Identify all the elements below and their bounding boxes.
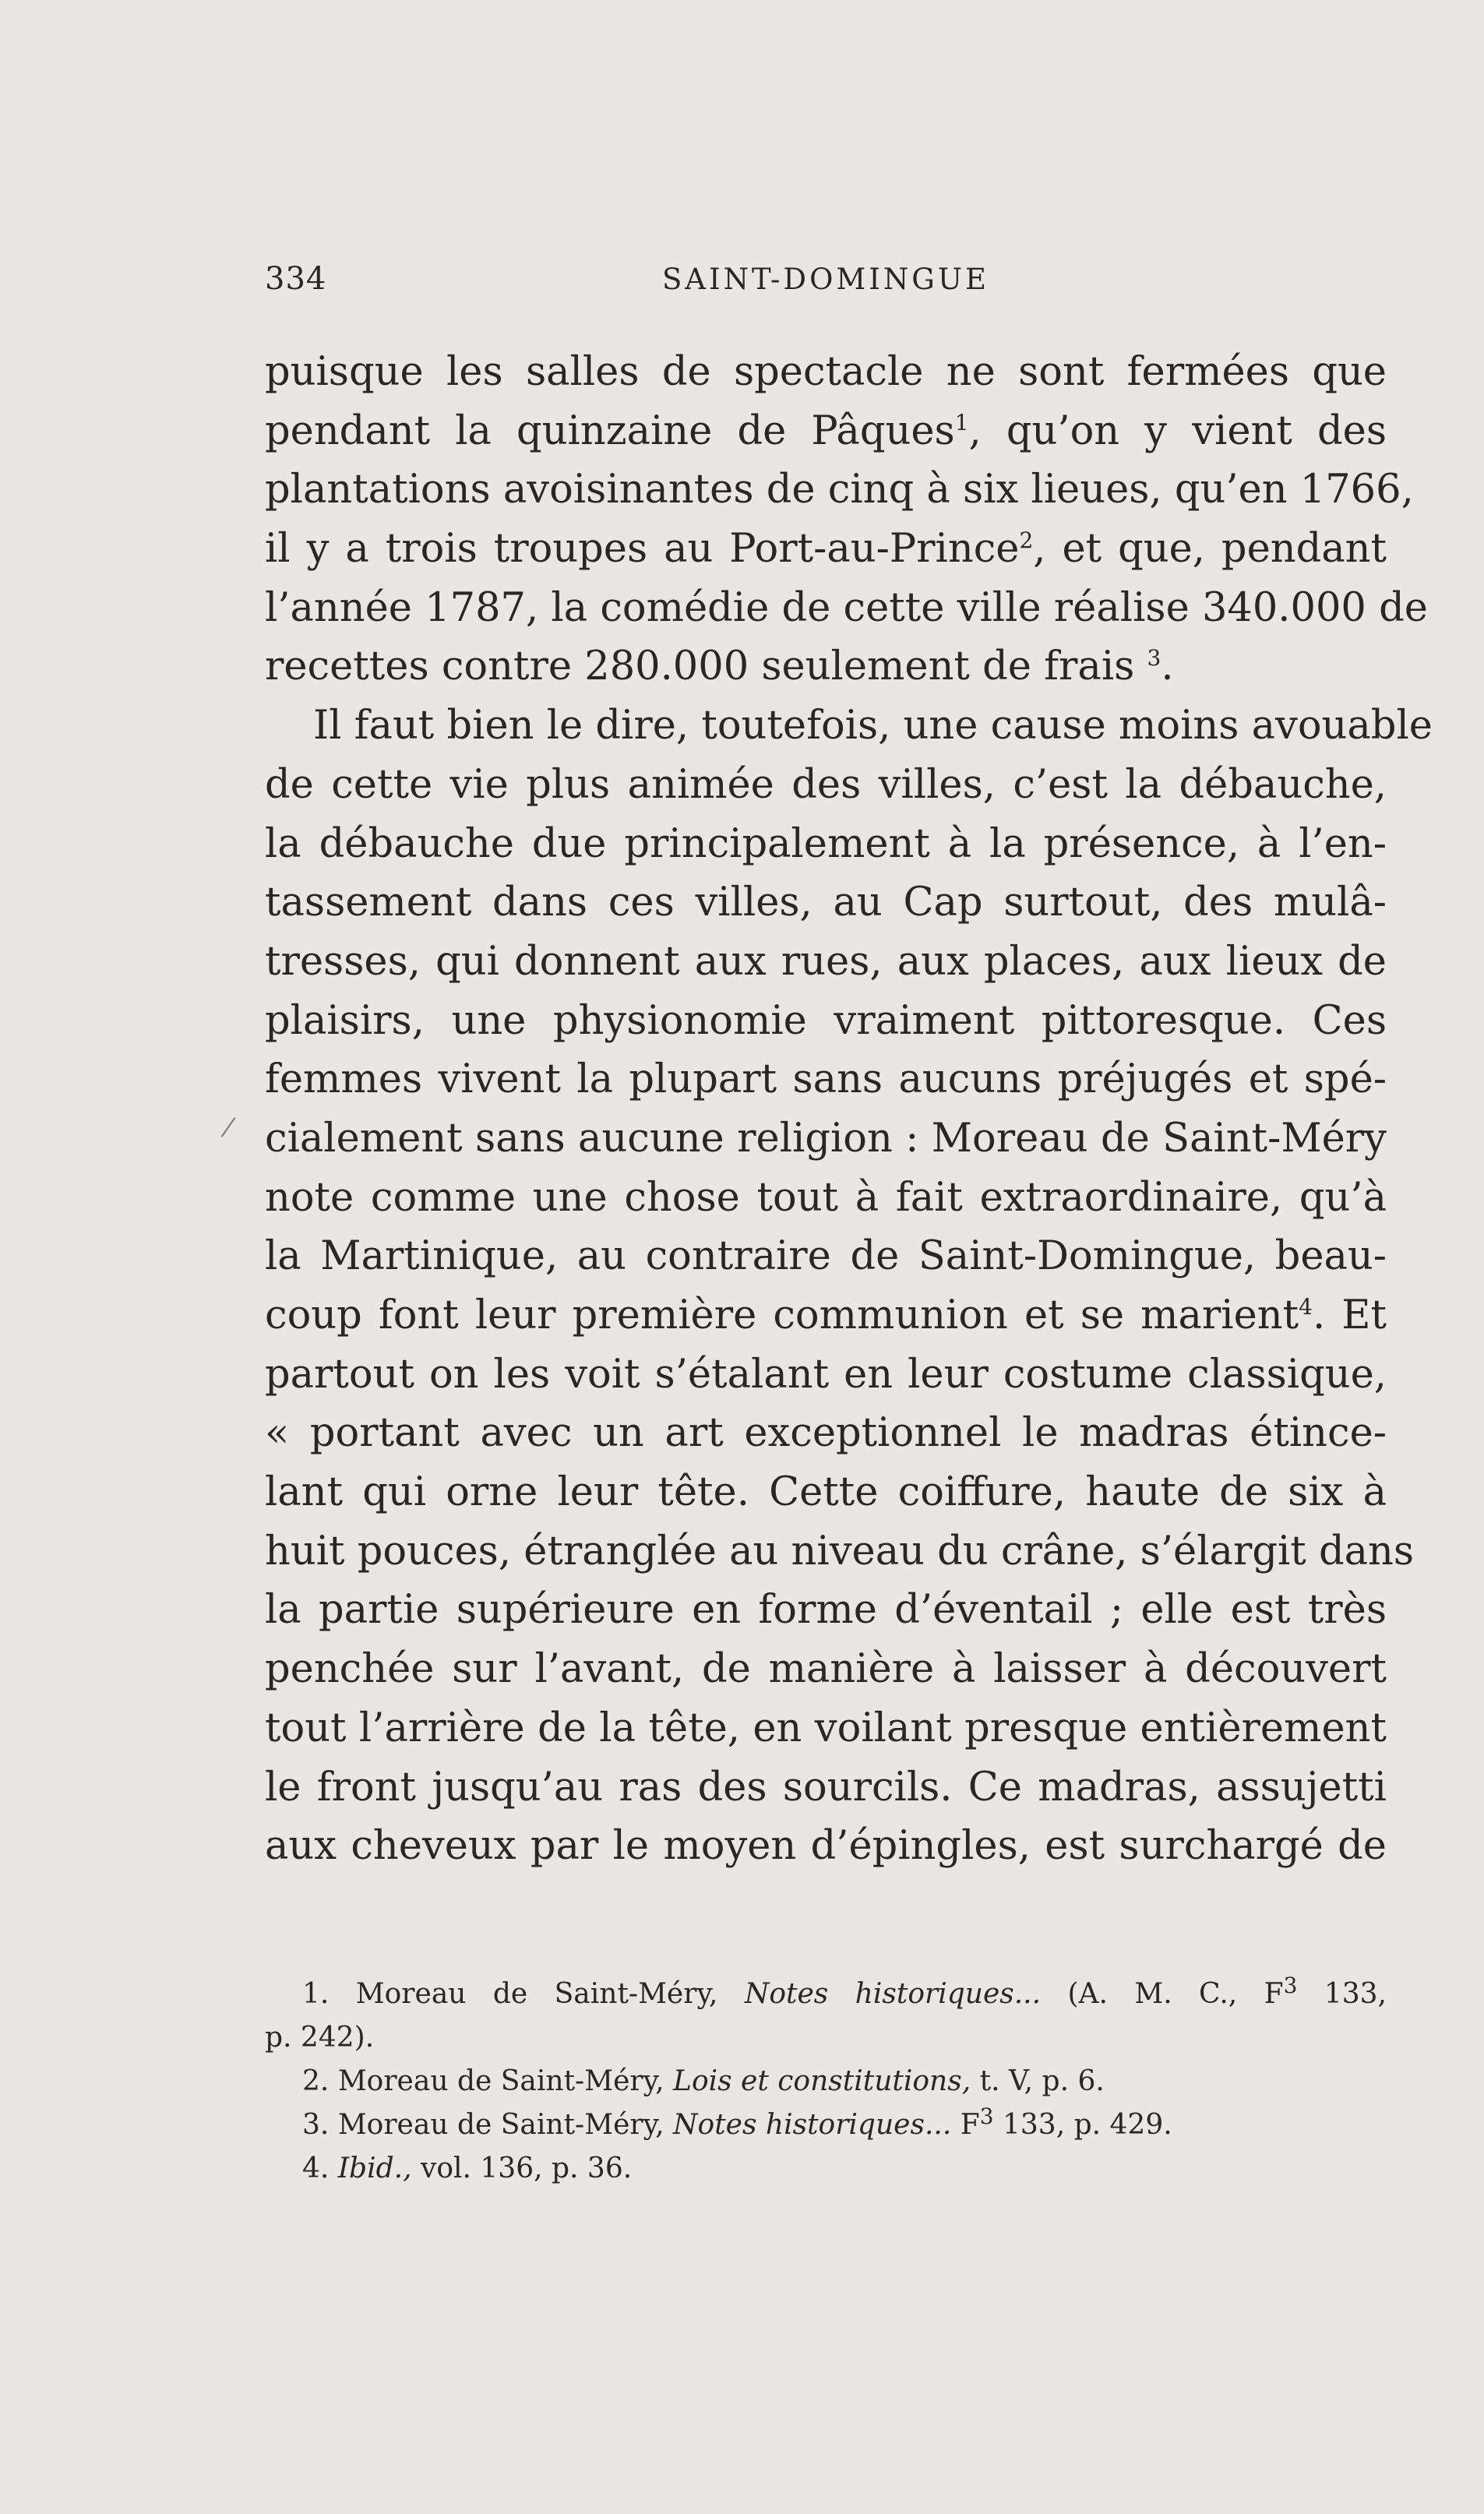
footnotes: [265, 1973, 1387, 2191]
text-line: huit pouces, étranglée au niveau du crâne, s’élargit dans: [265, 1528, 1415, 1574]
footnote-ref: 4: [1299, 1294, 1313, 1320]
line-text-tail: , qu’on y vient des: [968, 407, 1387, 454]
footnote-source: F: [960, 2109, 980, 2141]
text-line: la Martinique, au contraire de Saint-Domingue, beau-: [265, 1233, 1387, 1280]
text-line: [265, 520, 1387, 579]
running-title: SAINT-DOMINGUE: [661, 263, 990, 296]
text-line: tassement dans ces villes, au Cap surtout, des mulâ-: [265, 880, 1387, 926]
footnote-sup: 3: [979, 2103, 994, 2129]
footnote-3: [265, 2103, 1387, 2147]
text-line: le front jusqu’au ras des sourcils. Ce madras, assujetti: [265, 1764, 1387, 1811]
footnote-ref: 1: [954, 409, 969, 435]
footnote-source: vol. 136, p. 36.: [420, 2153, 633, 2184]
text-line: partout on les voit s’étalant en leur costume classique,: [265, 1351, 1387, 1398]
line-text-tail: . Et: [1312, 1292, 1387, 1338]
text-line: [265, 1286, 1387, 1345]
line-text: pendant la quinzaine de Pâques: [265, 407, 955, 454]
line-text-tail: .: [1161, 643, 1174, 690]
text-line: puisque les salles de spectacle ne sont fermées que: [265, 349, 1387, 395]
text-line: de cette vie plus animée des villes, c’est la débauche,: [265, 761, 1387, 808]
footnote-source: (A. M. C., F: [1067, 1978, 1284, 2010]
text-line: femmes vivent la plupart sans aucuns préjugés et spé-: [265, 1056, 1387, 1103]
text-line: plaisirs, une physionomie vraiment pittoresque. Ces: [265, 997, 1387, 1044]
body-text: [265, 343, 1433, 1876]
page-number: 334: [265, 261, 327, 297]
footnote-4: [265, 2147, 1387, 2191]
text-line: tout l’arrière de la tête, en voilant presque entièrement: [265, 1705, 1387, 1751]
footnote-title: Notes historiques...: [673, 2109, 952, 2141]
line-text: il y a trois troupes au Port-au-Prince: [265, 526, 1020, 573]
footnote-author: Moreau de Saint-Méry,: [355, 1978, 718, 2010]
footnote-sup: 3: [1283, 1973, 1298, 1998]
text-line: Il faut bien le dire, toutefois, une cause moins avouable: [313, 703, 1433, 749]
line-text-tail: , et que, pendant: [1033, 526, 1387, 573]
text-line: la partie supérieure en forme d’éventail ; elle est très: [265, 1587, 1387, 1634]
footnote-author: Moreau de Saint-Méry,: [337, 2065, 664, 2097]
footnote-number: 2.: [302, 2065, 330, 2097]
text-line: « portant avec un art exceptionnel le madras étince-: [265, 1410, 1387, 1457]
margin-pencil-mark: [221, 1117, 236, 1137]
footnote-2: [265, 2060, 1387, 2103]
text-line: aux cheveux par le moyen d’épingles, est surchargé de: [265, 1823, 1387, 1870]
text-line: [265, 402, 1387, 461]
text-line: cialement sans aucune religion : Moreau de Saint-Méry: [265, 1115, 1387, 1162]
footnote-number: 3.: [302, 2109, 330, 2141]
text-line: note comme une chose tout à fait extraordinaire, qu’à: [265, 1174, 1387, 1221]
footnote-source: t. V, p. 6.: [979, 2065, 1105, 2097]
page-header: [265, 261, 1387, 308]
line-text: coup font leur première communion et se marient: [265, 1292, 1299, 1338]
text-line: penchée sur l’avant, de manière à laisser à découvert: [265, 1646, 1387, 1693]
footnote-1: [265, 1973, 1387, 2016]
footnote-ref-number: 133, p. 429.: [1003, 2109, 1172, 2141]
text-line: [265, 637, 1387, 696]
footnote-number: 4.: [302, 2153, 330, 2184]
text-line: lant qui orne leur tête. Cette coiffure, haute de six à: [265, 1469, 1387, 1516]
footnote-number: 1.: [302, 1978, 330, 2010]
text-line: l’année 1787, la comédie de cette ville réalise 340.000 de: [265, 584, 1428, 631]
footnote-1-continued: p. 242).: [265, 2022, 375, 2054]
footnote-ref: 3: [1147, 645, 1161, 672]
footnote-ref-number: 133,: [1324, 1978, 1387, 2010]
text-line: plantations avoisinantes de cinq à six lieues, qu’en 1766,: [265, 467, 1414, 513]
footnote-title: Notes historiques...: [744, 1978, 1042, 2010]
footnote-author: Moreau de Saint-Méry,: [337, 2109, 664, 2141]
line-text: recettes contre 280.000 seulement de frais: [265, 643, 1135, 690]
footnote-title: Ibid.,: [337, 2153, 412, 2184]
text-line: tresses, qui donnent aux rues, aux places, aux lieux de: [265, 938, 1387, 985]
footnote-title: Lois et constitutions,: [673, 2065, 971, 2097]
footnote-ref: 2: [1019, 527, 1034, 554]
text-line: la débauche due principalement à la présence, à l’en-: [265, 820, 1387, 867]
